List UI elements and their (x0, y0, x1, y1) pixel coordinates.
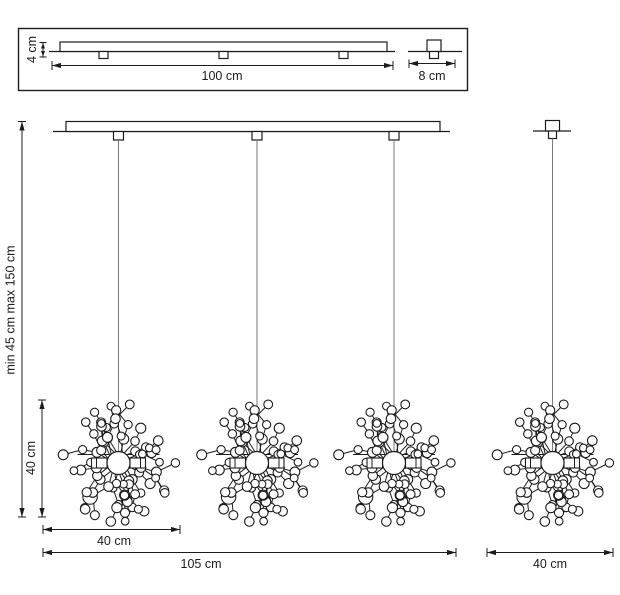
panel-border (19, 29, 468, 91)
dimension-canopy-height (25, 36, 47, 63)
bulb-node (274, 423, 284, 433)
bulb-node (310, 459, 318, 467)
bulb-node (406, 437, 415, 446)
cord-connector (114, 132, 124, 141)
bulb-node (229, 408, 237, 416)
center-sphere (107, 452, 130, 475)
bulb-node (259, 508, 268, 517)
bulb-node (90, 511, 99, 520)
bulb-node (134, 505, 142, 513)
bulb-node (559, 400, 568, 409)
bulb-node (356, 504, 366, 514)
bulb-node (221, 488, 230, 497)
cord-connector (219, 52, 228, 59)
bulb-node (514, 504, 524, 514)
center-tube (526, 458, 542, 468)
bulb-node (120, 491, 128, 499)
ceiling-plate (66, 122, 440, 132)
bulb-node (228, 430, 236, 438)
bulb-node (573, 450, 581, 458)
bulb-node (269, 437, 278, 446)
dimension-canopy-side-width (409, 60, 455, 84)
bulb-node (112, 406, 121, 415)
sputnik-sphere-side (492, 400, 613, 526)
dimension-side-sphere-width (487, 548, 613, 571)
bulb-node (386, 414, 396, 424)
bulb-node (121, 517, 129, 525)
bulb-node (545, 414, 555, 424)
bulb-node (428, 446, 436, 454)
bulb-node (125, 400, 134, 409)
bulb-node (524, 408, 532, 416)
canopy-width-label: 100 cm (201, 69, 243, 83)
bulb-node (436, 489, 445, 498)
cord-connector (339, 52, 348, 59)
bulb-node (250, 406, 259, 415)
bulb-node (153, 436, 163, 446)
bulb-node (171, 459, 179, 467)
bulb-node (358, 488, 367, 497)
bulb-node (264, 400, 273, 409)
bulb-node (540, 517, 549, 526)
bulb-node (554, 508, 563, 517)
bulb-node (532, 420, 540, 428)
bulb-node (152, 446, 160, 454)
bulb-node (111, 414, 121, 424)
bulb-node (263, 421, 271, 429)
bulb-node (136, 423, 146, 433)
bulb-node (427, 474, 435, 482)
dimension-suspension-height (4, 122, 27, 518)
bulb-node (558, 421, 566, 429)
bulb-node (366, 511, 375, 520)
bulb-node (259, 491, 267, 499)
bulb-node (397, 517, 405, 525)
bulb-node (124, 421, 132, 429)
bulb-node (429, 436, 439, 446)
bulb-node (524, 511, 533, 520)
dimension-row-width (43, 548, 456, 571)
bulb-node (401, 400, 410, 409)
bulb-node (379, 482, 389, 492)
bulb-node (406, 490, 415, 499)
bulb-node (396, 508, 405, 517)
bulb-node (410, 505, 418, 513)
bulb-node (373, 420, 381, 428)
bulb-node (393, 432, 401, 440)
bulb-node (524, 430, 532, 438)
bulb-node (79, 446, 87, 454)
cord-connector (99, 52, 108, 59)
bulb-node (382, 517, 391, 526)
bulb-node (431, 458, 439, 466)
bulb-node (256, 432, 264, 440)
bulb-node (98, 420, 106, 428)
bulb-node (273, 505, 281, 513)
canopy-side-body (546, 121, 560, 132)
bulb-node (291, 446, 299, 454)
bulb-node (551, 432, 559, 440)
dimension-sphere-height (24, 400, 46, 517)
suspension-range-label: min 45 cm max 150 cm (3, 245, 18, 375)
bulb-node (590, 458, 598, 466)
dimension-sphere-width (43, 525, 180, 548)
bulb-node (160, 489, 169, 498)
center-sphere (246, 452, 269, 475)
bulb-node (570, 423, 580, 433)
dimension-canopy-width (52, 61, 393, 83)
bulb-node (546, 406, 555, 415)
side-sphere-width-label: 40 cm (532, 557, 568, 571)
bulb-node (139, 450, 147, 458)
bulb-node (277, 450, 285, 458)
cord-connector (549, 131, 557, 139)
sputnik-sphere-1 (58, 400, 179, 526)
bulb-node (346, 467, 354, 475)
bulb-node (536, 432, 546, 442)
bulb-node (229, 511, 238, 520)
bulb-node (70, 467, 78, 475)
bulb-node (555, 517, 563, 525)
bulb-node (565, 437, 574, 446)
bulb-node (131, 437, 140, 446)
bulb-node (104, 482, 114, 492)
bulb-node (245, 517, 254, 526)
bulb-node (513, 446, 521, 454)
center-tube (367, 458, 383, 468)
canopy-side-body (427, 40, 441, 52)
bulb-node (515, 418, 523, 426)
bulb-node (236, 420, 244, 428)
bulb-node (260, 517, 268, 525)
canopy-front-view (25, 36, 395, 83)
bulb-node (587, 436, 597, 446)
sphere-height-label: 40 cm (24, 440, 38, 476)
bulb-node (378, 432, 388, 442)
canopy-bar (60, 42, 387, 52)
bulb-node (197, 450, 207, 460)
bulb-node (106, 517, 115, 526)
bulb-node (58, 450, 68, 460)
bulb-node (396, 491, 404, 499)
bulb-node (354, 446, 362, 454)
bulb-node (269, 490, 278, 499)
canopy-detail-panel (19, 29, 468, 91)
bulb-node (554, 491, 562, 499)
bulb-node (209, 467, 217, 475)
bulb-node (249, 414, 259, 424)
bulb-node (400, 421, 408, 429)
bulb-node (90, 408, 98, 416)
bulb-node (565, 490, 574, 499)
bulb-node (411, 423, 421, 433)
bulb-node (414, 450, 422, 458)
bulb-node (217, 446, 225, 454)
bulb-node (387, 406, 396, 415)
center-tube (406, 458, 422, 468)
bulb-node (156, 458, 164, 466)
bulb-node (81, 418, 89, 426)
center-tube (269, 458, 285, 468)
bulb-node (366, 408, 374, 416)
center-tube (130, 458, 146, 468)
bulb-node (290, 474, 298, 482)
bulb-node (586, 474, 594, 482)
bulb-node (447, 459, 455, 467)
canopy-side-view (408, 40, 462, 83)
bulb-node (90, 430, 98, 438)
center-tube (564, 458, 580, 468)
bulb-node (334, 450, 344, 460)
bulb-node (219, 504, 229, 514)
bulb-node (117, 432, 125, 440)
sphere-width-label: 40 cm (96, 534, 132, 548)
bulb-node (102, 432, 112, 442)
bulb-node (586, 446, 594, 454)
cord-connector (389, 132, 399, 141)
center-tube (92, 458, 108, 468)
bulb-node (504, 467, 512, 475)
bulb-node (594, 489, 603, 498)
center-sphere (541, 452, 564, 475)
bulb-node (131, 490, 140, 499)
cord-connector (430, 52, 439, 59)
bulb-node (292, 436, 302, 446)
bulb-node (357, 418, 365, 426)
bulb-node (120, 508, 129, 517)
canopy-height-label: 4 cm (25, 35, 39, 64)
bulb-node (242, 482, 252, 492)
bulb-node (152, 474, 160, 482)
canopy-side-width-label: 8 cm (418, 69, 446, 83)
bulb-node (294, 458, 302, 466)
bulb-node (492, 450, 502, 460)
bulb-node (299, 489, 308, 498)
bulb-node (516, 488, 525, 497)
bulb-node (568, 505, 576, 513)
bulb-node (82, 488, 91, 497)
bulb-node (220, 418, 228, 426)
sputnik-sphere-3 (334, 400, 455, 526)
row-width-label: 105 cm (180, 557, 222, 571)
bulb-node (538, 482, 548, 492)
bulb-node (80, 504, 90, 514)
center-sphere (383, 452, 406, 475)
sputnik-sphere-2 (197, 400, 318, 526)
bulb-node (365, 430, 373, 438)
cord-connector (252, 132, 262, 141)
bulb-node (241, 432, 251, 442)
bulb-node (605, 459, 613, 467)
center-tube (230, 458, 246, 468)
